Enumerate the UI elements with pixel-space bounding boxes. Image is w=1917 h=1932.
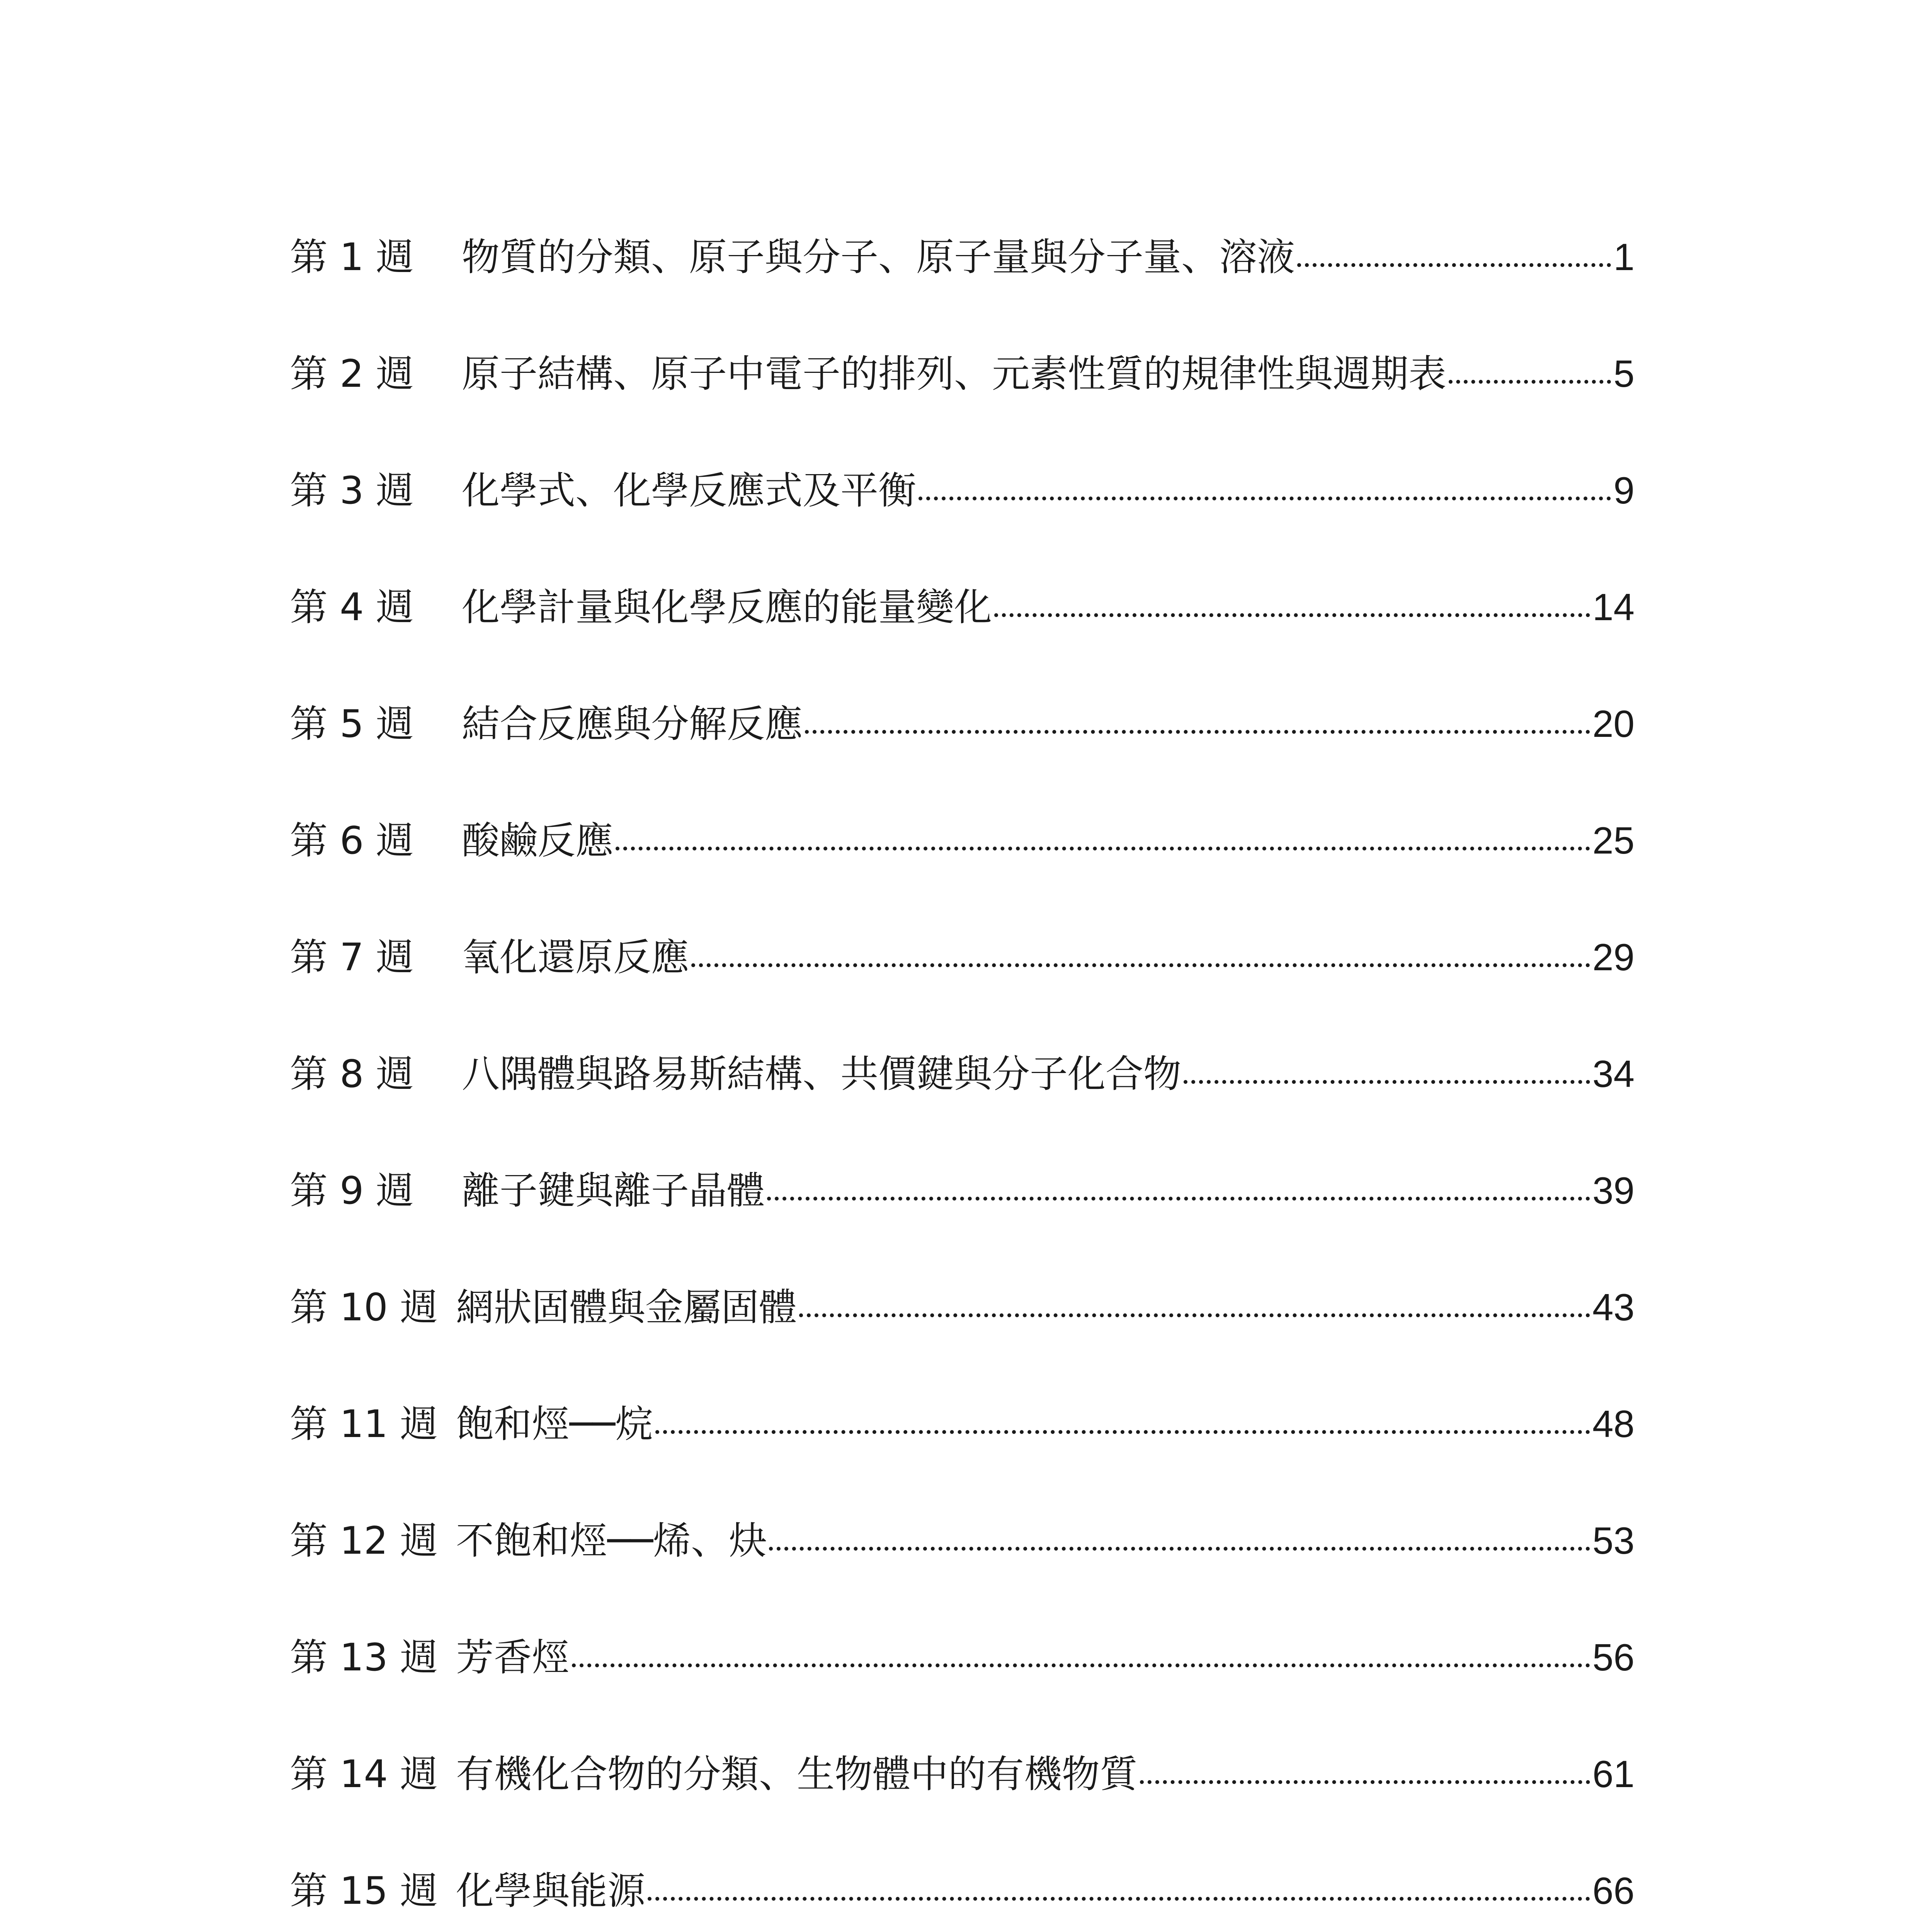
toc-chapter-title: 原子結構、原子中電子的排列、元素性質的規律性與週期表 [462,352,1447,396]
toc-week-label: 第 11 週 [290,1402,438,1446]
dot-leader [767,1196,1590,1201]
toc-chapter-title: 氧化還原反應 [462,935,689,980]
toc-page-number: 56 [1592,1636,1635,1679]
table-of-contents [290,234,1635,1932]
toc-week-label: 第 14 週 [290,1752,438,1796]
toc-entry[interactable] [290,701,1635,817]
toc-entry[interactable] [290,234,1635,350]
toc-entry[interactable] [290,1401,1635,1517]
toc-chapter-title: 化學式、化學反應式及平衡 [462,469,917,513]
toc-entry[interactable] [290,584,1635,701]
toc-page-number: 43 [1592,1286,1635,1328]
toc-chapter-title: 飽和烴──烷 [456,1402,653,1446]
dot-leader [1449,379,1611,384]
toc-chapter-title: 有機化合物的分類、生物體中的有機物質 [456,1752,1138,1796]
toc-entry[interactable] [290,1051,1635,1167]
toc-page-number: 14 [1592,586,1635,628]
dot-leader [691,963,1590,967]
toc-page-number: 34 [1592,1053,1635,1095]
toc-page-number: 20 [1592,702,1635,745]
toc-week-label: 第 12 週 [290,1519,438,1563]
dot-leader [655,1430,1590,1434]
toc-week-label: 第 4 週 [290,585,414,629]
toc-entry[interactable] [290,1751,1635,1867]
toc-entry[interactable] [290,1867,1635,1932]
toc-chapter-title: 酸鹼反應 [462,819,614,863]
toc-chapter-title: 離子鍵與離子晶體 [462,1169,765,1213]
toc-page-number: 61 [1592,1753,1635,1795]
dot-leader [648,1896,1590,1901]
dot-leader [805,730,1590,734]
toc-page-number: 1 [1613,236,1635,278]
toc-chapter-title: 化學計量與化學反應的能量變化 [462,585,992,629]
toc-entry[interactable] [290,934,1635,1051]
toc-chapter-title: 物質的分類、原子與分子、原子量與分子量、溶液 [462,235,1295,279]
toc-page-number: 9 [1613,469,1635,512]
toc-chapter-title: 化學與能源 [456,1869,646,1913]
toc-week-label: 第 3 週 [290,469,414,513]
toc-week-label: 第 1 週 [290,235,414,279]
toc-chapter-title: 不飽和烴──烯、炔 [456,1519,767,1563]
toc-page-number: 25 [1592,819,1635,862]
dot-leader [616,846,1590,850]
dot-leader [1184,1080,1590,1084]
toc-week-label: 第 10 週 [290,1286,438,1330]
dot-leader [994,613,1590,617]
toc-entry[interactable] [290,817,1635,934]
toc-chapter-title: 結合反應與分解反應 [462,702,803,746]
toc-week-label: 第 15 週 [290,1869,438,1913]
toc-week-label: 第 13 週 [290,1636,438,1680]
toc-week-label: 第 2 週 [290,352,414,396]
dot-leader [1297,263,1611,267]
toc-chapter-title: 八隅體與路易斯結構、共價鍵與分子化合物 [462,1052,1182,1096]
toc-page-number: 39 [1592,1169,1635,1212]
toc-week-label: 第 8 週 [290,1052,414,1096]
dot-leader [769,1546,1590,1551]
toc-page-number: 29 [1592,936,1635,978]
dot-leader [572,1663,1590,1667]
toc-chapter-title: 網狀固體與金屬固體 [456,1286,797,1330]
toc-week-label: 第 7 週 [290,935,414,980]
toc-entry[interactable] [290,1167,1635,1284]
toc-page-number: 53 [1592,1519,1635,1562]
toc-entry[interactable] [290,467,1635,584]
toc-entry[interactable] [290,1284,1635,1401]
toc-entry[interactable] [290,350,1635,467]
dot-leader [799,1313,1590,1317]
toc-entry[interactable] [290,1634,1635,1751]
toc-page-number: 48 [1592,1403,1635,1445]
dot-leader [1140,1780,1590,1784]
toc-week-label: 第 6 週 [290,819,414,863]
toc-entry[interactable] [290,1517,1635,1634]
toc-week-label: 第 5 週 [290,702,414,746]
dot-leader [919,496,1611,500]
toc-page-number: 66 [1592,1869,1635,1912]
toc-chapter-title: 芳香烴 [456,1636,570,1680]
toc-page-number: 5 [1613,352,1635,395]
toc-week-label: 第 9 週 [290,1169,414,1213]
